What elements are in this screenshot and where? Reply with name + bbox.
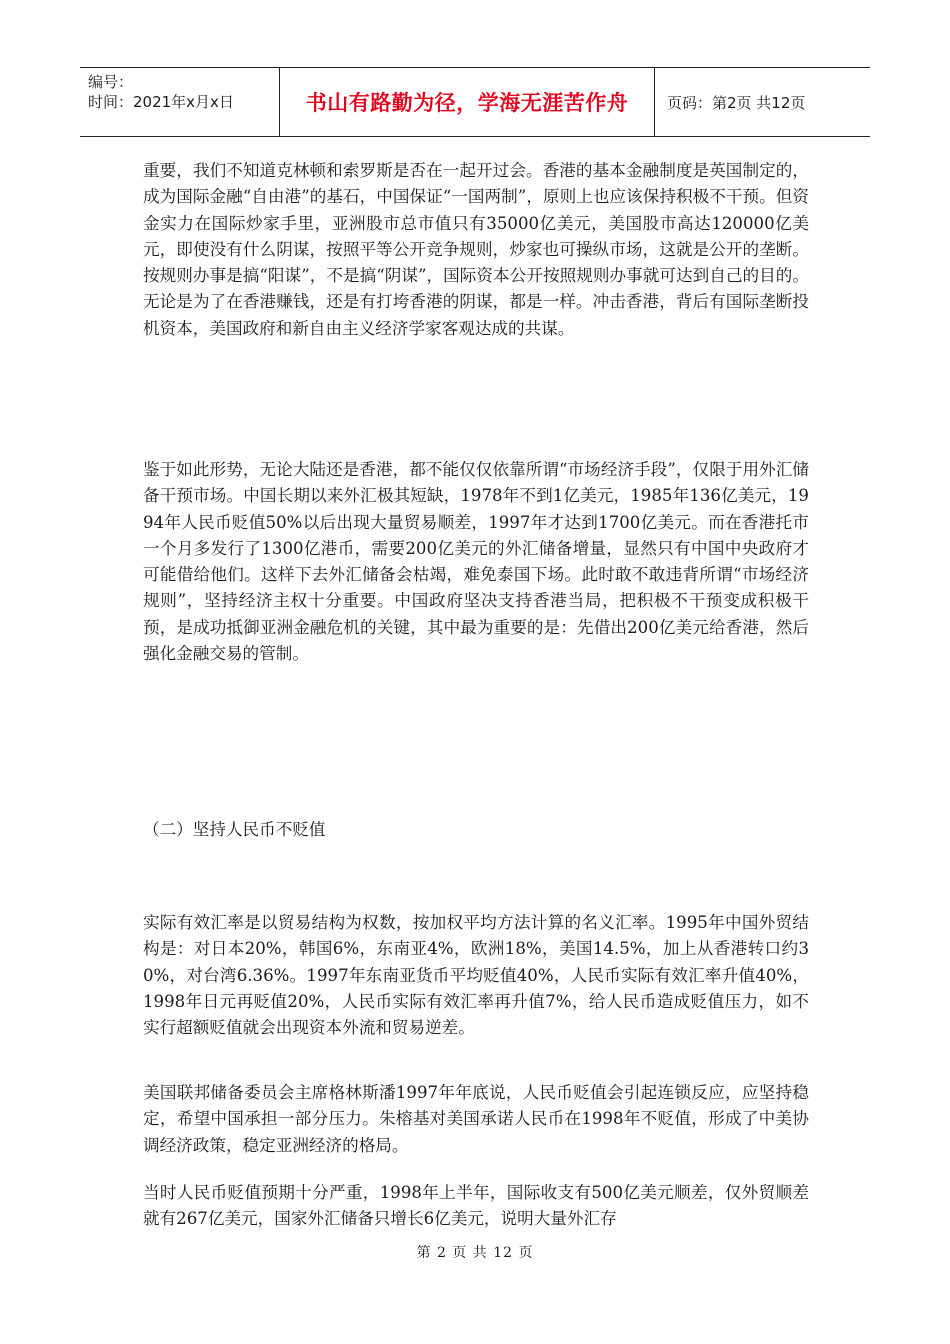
header-meta — [80, 68, 280, 136]
document-date: 时间：2021年x月x日 — [88, 93, 234, 111]
paragraph-1: 重要，我们不知道克林顿和索罗斯是否在一起开过会。香港的基本金融制度是英国制定的，成为国际金融“自由港”的基石，中国保证“一国两制”，原则上也应该保持积极不干预。但资金实力在国际炒家手里，亚洲股市总市值只有35000亿美元，美国股市高达120000亿美元，即使没有什么阴谋，按照平等公开竞争规则，炒家也可操纵市场，这就是公开的垄断。按规则办事是搞“阳谋”，不是搞“阴谋”，国际资本公开按照规则办事就可达到自己的目的。无论是为了在香港赚钱，还是有打垮香港的阴谋，都是一样。冲击香港，背后有国际垄断投机资本，美国政府和新自由主义经济学家客观达成的共谋。 — [143, 161, 809, 338]
paragraph-5: 当时人民币贬值预期十分严重，1998年上半年，国际收支有500亿美元顺差，仅外贸顺差就有267亿美元，国家外汇储备只增长6亿美元，说明大量外汇存 — [143, 1183, 809, 1229]
page-header — [80, 67, 870, 137]
paragraph-4: 美国联邦储备委员会主席格林斯潘1997年年底说，人民币贬值会引起连锁反应，应坚持稳定，希望中国承担一部分压力。朱榕基对美国承诺人民币在1998年不贬值，形成了中美协调经济政策，稳定亚洲经济的格局。 — [143, 1083, 809, 1155]
header-motto: 书山有路勤为径，学海无涯苦作舟 — [280, 68, 655, 136]
document-number-label: 编号： — [88, 73, 134, 91]
section-heading: （二）坚持人民币不贬值 — [143, 820, 326, 839]
paragraph-2: 鉴于如此形势，无论大陆还是香港，都不能仅仅依靠所谓“市场经济手段”，仅限于用外汇储备干预市场。中国长期以来外汇极其短缺，1978年不到1亿美元，1985年136亿美元，1994年人民币贬值50%以后出现大量贸易顺差，1997年才达到1700亿美元。而在香港托市一个月多发行了1300亿港币，需要200亿美元的外汇储备增量，显然只有中国中央政府才可能借给他们。这样下去外汇储备会枯竭，难免泰国下场。此时敢不敢违背所谓“市场经济规则”，坚持经济主权十分重要。中国政府坚决支持香港当局，把积极不干预变成积极干预，是成功抵御亚洲金融危机的关键，其中最为重要的是：先借出200亿美元给香港，然后强化金融交易的管制。 — [143, 460, 809, 664]
page-footer: 第 2 页 共 12 页 — [416, 1245, 534, 1261]
header-page-number: 页码：第2页 共12页 — [667, 93, 806, 112]
paragraph-3: 实际有效汇率是以贸易结构为权数，按加权平均方法计算的名义汇率。1995年中国外贸结构是：对日本20%，韩国6%，东南亚4%，欧洲18%，美国14.5%，加上从香港转口约30%，对台湾6.36%。1997年东南亚货币平均贬值40%，人民币实际有效汇率升值40%，1998年日元再贬值20%，人民币实际有效汇率再升值7%，给人民币造成贬值压力，如不实行超额贬值就会出现资本外流和贸易逆差。 — [143, 913, 809, 1038]
